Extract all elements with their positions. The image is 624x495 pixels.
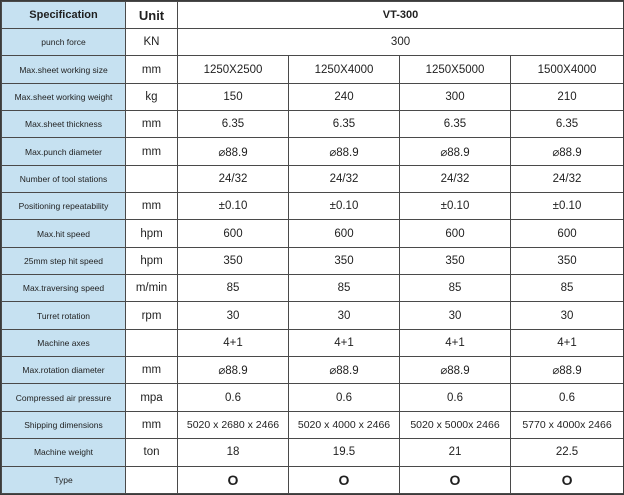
table-row xyxy=(2,302,624,329)
row-value: 350 xyxy=(178,247,289,274)
row-unit: mm xyxy=(126,193,178,220)
row-value: 85 xyxy=(511,275,624,302)
row-label: punch force xyxy=(2,29,126,56)
row-unit: mm xyxy=(126,411,178,438)
table-row xyxy=(2,193,624,220)
row-value: ±0.10 xyxy=(178,193,289,220)
row-unit: hpm xyxy=(126,247,178,274)
row-value: O xyxy=(511,466,624,494)
row-value: 1250X2500 xyxy=(178,56,289,83)
table-row xyxy=(2,411,624,438)
row-label: Max.rotation diameter xyxy=(2,357,126,384)
row-label: Max.punch diameter xyxy=(2,138,126,165)
table-row xyxy=(2,466,624,494)
row-value: ⌀88.9 xyxy=(178,357,289,384)
row-value: 4+1 xyxy=(289,329,400,356)
row-unit: hpm xyxy=(126,220,178,247)
table-row xyxy=(2,111,624,138)
row-value: 18 xyxy=(178,439,289,466)
row-value: 600 xyxy=(400,220,511,247)
table-row xyxy=(2,165,624,192)
row-value: 19.5 xyxy=(289,439,400,466)
row-unit xyxy=(126,329,178,356)
row-value: 350 xyxy=(400,247,511,274)
row-value: 600 xyxy=(289,220,400,247)
row-unit: kg xyxy=(126,83,178,110)
specification-table xyxy=(1,1,624,494)
row-value: 5770 x 4000x 2466 xyxy=(511,411,624,438)
row-value: 85 xyxy=(178,275,289,302)
row-label: Compressed air pressure xyxy=(2,384,126,411)
row-value: 300 xyxy=(400,83,511,110)
row-value: 22.5 xyxy=(511,439,624,466)
row-value: 4+1 xyxy=(178,329,289,356)
row-value: 30 xyxy=(289,302,400,329)
row-unit: mm xyxy=(126,111,178,138)
table-row xyxy=(2,439,624,466)
row-unit: m/min xyxy=(126,275,178,302)
row-value: 150 xyxy=(178,83,289,110)
row-value: 5020 x 2680 x 2466 xyxy=(178,411,289,438)
row-unit: mm xyxy=(126,357,178,384)
row-value: ⌀88.9 xyxy=(289,357,400,384)
table-row xyxy=(2,83,624,110)
row-label: Max.sheet working weight xyxy=(2,83,126,110)
row-label: Max.sheet thickness xyxy=(2,111,126,138)
header-unit: Unit xyxy=(126,2,178,29)
row-unit: mm xyxy=(126,138,178,165)
row-value: 0.6 xyxy=(400,384,511,411)
row-value: 30 xyxy=(400,302,511,329)
row-label: Positioning repeatability xyxy=(2,193,126,220)
row-value: 30 xyxy=(178,302,289,329)
row-value: 1500X4000 xyxy=(511,56,624,83)
row-value: O xyxy=(400,466,511,494)
header-specification: Specification xyxy=(2,2,126,29)
row-value: 240 xyxy=(289,83,400,110)
row-value: 600 xyxy=(511,220,624,247)
table-row xyxy=(2,275,624,302)
row-value: ⌀88.9 xyxy=(511,357,624,384)
row-value: ⌀88.9 xyxy=(400,138,511,165)
row-label: Turret rotation xyxy=(2,302,126,329)
row-value: 0.6 xyxy=(289,384,400,411)
row-value: O xyxy=(289,466,400,494)
row-value: 1250X4000 xyxy=(289,56,400,83)
row-label: Shipping dimensions xyxy=(2,411,126,438)
row-value: ⌀88.9 xyxy=(511,138,624,165)
row-value: 0.6 xyxy=(178,384,289,411)
table-row xyxy=(2,220,624,247)
row-value: 5020 x 4000 x 2466 xyxy=(289,411,400,438)
row-label: 25mm step hit speed xyxy=(2,247,126,274)
row-value: 350 xyxy=(511,247,624,274)
row-label: Max.traversing speed xyxy=(2,275,126,302)
row-value: ⌀88.9 xyxy=(289,138,400,165)
row-value: ±0.10 xyxy=(511,193,624,220)
row-value: 6.35 xyxy=(511,111,624,138)
row-value: 24/32 xyxy=(178,165,289,192)
row-unit: mm xyxy=(126,56,178,83)
row-label: Machine axes xyxy=(2,329,126,356)
table-row xyxy=(2,56,624,83)
row-value: 1250X5000 xyxy=(400,56,511,83)
row-label: Max.hit speed xyxy=(2,220,126,247)
row-value: 21 xyxy=(400,439,511,466)
row-unit: KN xyxy=(126,29,178,56)
row-label: Type xyxy=(2,466,126,494)
row-value: ⌀88.9 xyxy=(178,138,289,165)
row-value: ±0.10 xyxy=(400,193,511,220)
row-value: 6.35 xyxy=(289,111,400,138)
row-label: Machine weight xyxy=(2,439,126,466)
row-value: 6.35 xyxy=(178,111,289,138)
row-value: 24/32 xyxy=(289,165,400,192)
row-value: 85 xyxy=(400,275,511,302)
table-row xyxy=(2,329,624,356)
header-model: VT-300 xyxy=(178,2,624,29)
row-value: ±0.10 xyxy=(289,193,400,220)
row-unit: mpa xyxy=(126,384,178,411)
row-value: O xyxy=(178,466,289,494)
table-body xyxy=(2,29,624,494)
row-value: 24/32 xyxy=(400,165,511,192)
row-value: 85 xyxy=(289,275,400,302)
row-value: 24/32 xyxy=(511,165,624,192)
row-value: ⌀88.9 xyxy=(400,357,511,384)
table-row xyxy=(2,357,624,384)
row-label: Max.sheet working size xyxy=(2,56,126,83)
row-unit: ton xyxy=(126,439,178,466)
row-unit xyxy=(126,165,178,192)
row-value: 6.35 xyxy=(400,111,511,138)
row-value: 350 xyxy=(289,247,400,274)
row-value: 4+1 xyxy=(511,329,624,356)
row-label: Number of tool stations xyxy=(2,165,126,192)
row-value: 0.6 xyxy=(511,384,624,411)
row-unit: rpm xyxy=(126,302,178,329)
row-value: 600 xyxy=(178,220,289,247)
table-row xyxy=(2,247,624,274)
row-value-merged: 300 xyxy=(178,29,624,56)
table-row xyxy=(2,138,624,165)
header-row xyxy=(2,2,624,29)
row-value: 4+1 xyxy=(400,329,511,356)
row-value: 30 xyxy=(511,302,624,329)
row-value: 5020 x 5000x 2466 xyxy=(400,411,511,438)
row-value: 210 xyxy=(511,83,624,110)
table-row xyxy=(2,29,624,56)
row-unit xyxy=(126,466,178,494)
table-row xyxy=(2,384,624,411)
